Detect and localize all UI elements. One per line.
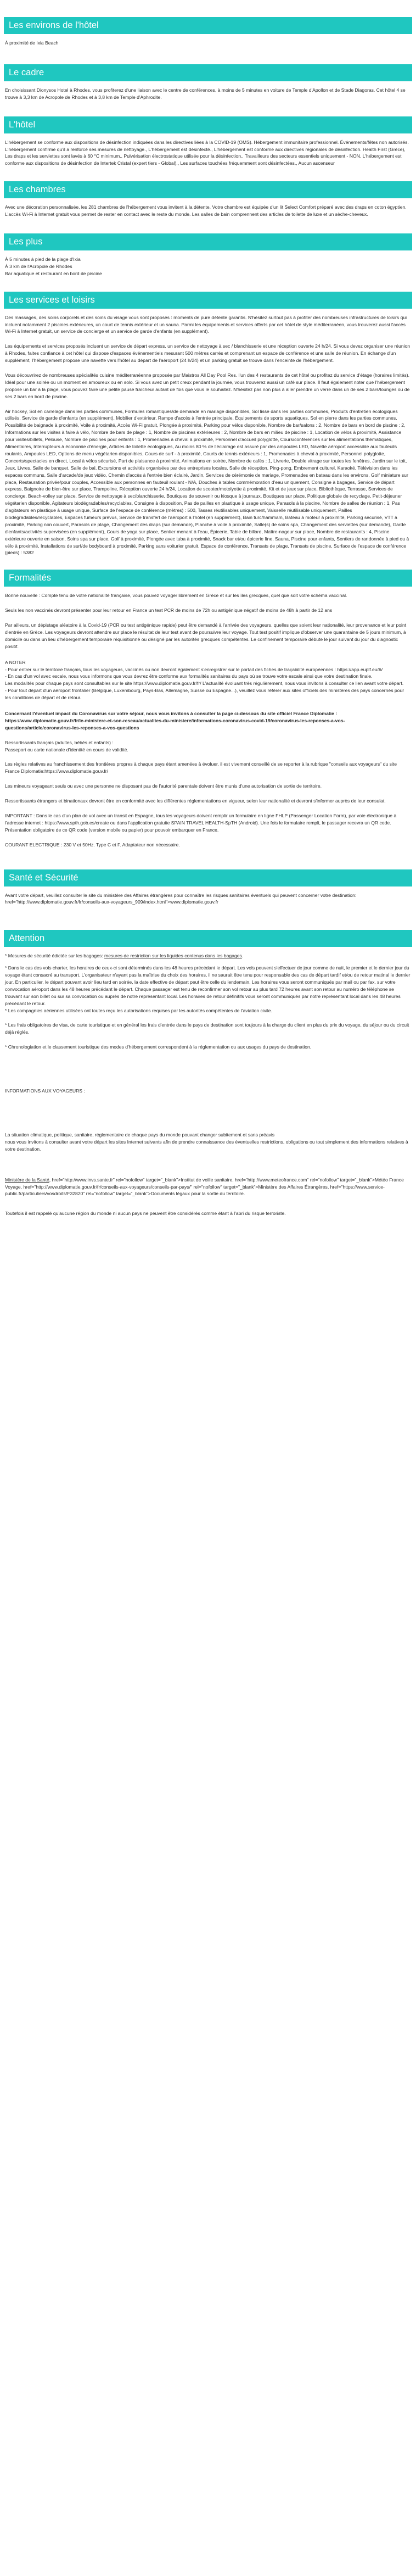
chambres-text: Avec une décoration personnalisée, les 281 chambres de l'hébergement vous invitent à la détente. Votre chambre est équipée d'un lit Select Comfort préparé avec des draps en coton égyptien. L'accès Wi-Fi à Internet gratuit vous permet de rester en contact avec le reste du monde. Les salles de bain comprennent des articles de toilette de luxe et un sèche-cheveux. [5, 204, 407, 218]
section-attention [0, 930, 416, 1223]
services-paragraph: Des massages, des soins corporels et des soins du visage vous sont proposés : moments de pure détente garantis. N'hésitez surtout pas à profiter des nombreuses infrastructures de loisirs qui incluent notamment 2 piscines extérieures, un court de tennis extérieur et un sauna. Parmi les équipements et services offerts par cet hôtel de style méditerranéen, vous trouverez aussi l'accès Wi-Fi à Internet gratuit, un service de concierge et un service de garde d'enfants (en supplément). [5, 314, 407, 334]
attention-bullet: * Dans le cas des vols charter, les horaires de ceux-ci sont déterminés dans les 48 heures précédant le départ. Les vols peuvent s'effectuer de jour comme de nuit, le premier et le dernier jour du voyage étant consacré au transport. L'organisateur n'ayant pas la maîtrise du choix des horaires, il ne saurait être tenu pour responsable des cas de départ tardif et/ou de retour matinal le dernier jour. En particulier, le départ pouvant avoir lieu tard en soirée, la date effective de départ peut être celle du lendemain. Les horaires vous seront communiqués par mail ou par fax, sur votre convocation aéroport dans les 48 heures précédant le départ. Chaque passager est tenu de reconfirmer son vol retour au plus tard 72 heures avant son retour au numéro de téléphone se trouvant sur son billet ou sur sa convocation ou auprès de notre représentant local. Les horaires de retour définitifs vous seront communiqués par notre représentant local dans les 48 heures précédant le retour. * Les compagnies aériennes utilisées ont toutes reçu les autorisations requises par les autorités compétentes de l'aviation civile. [5, 965, 411, 1013]
formalites-electricity: COURANT ELECTRIQUE : 230 V et 50Hz. Type C et F. Adaptateur non nécessaire. [5, 841, 180, 847]
formalites-paragraph: Les mineurs voyageant seuls ou avec une personne ne disposant pas de l'autorité parentale doivent être munis d'une autorisation de sortie de territoire. [5, 783, 322, 789]
plus-line: À 5 minutes à pied de la plage d'Ixia [5, 257, 81, 263]
terrorism-notice: Toutefois il est rappelé qu'aucune région du monde ni aucun pays ne peuvent être considérés comme étant à l'abri du risque terroriste. [5, 1211, 286, 1217]
attention-bullet-text: . [241, 953, 244, 959]
formalites-coronavirus-link[interactable]: Concernant l'éventuel impact du Coronavirus sur votre séjour, nous vous invitons à consulter la page ci-dessous du site officiel France Diplomatie : https://www.diplomatie.gouv.fr/fr/le-ministere-et-son-reseau/actualites-du-ministere/informations-coronavirus-covid-19/coronavirus-les-reponses-a-vos-questions/article/coronavirus-les-reponses-a-vos-questions [5, 710, 345, 731]
formalites-paragraph: Les règles relatives au franchissement des frontières propres à chaque pays étant amenées à évoluer, il est vivement conseillé de se reporter à la rubrique "conseils aux voyageurs" du site France Diplomatie:https://www.diplomatie.gouv.fr/ [5, 761, 397, 774]
section-title-hotel: L'hôtel [4, 116, 412, 133]
cadre-text: En choisissant Dionysos Hotel à Rhodes, vous profiterez d'une liaison avec le centre de conférences, à moins de 5 minutes en voiture de Temple d'Apollon et de Stade Diagoras. Cet hôtel 4 se trouve à 3,3 km de Acropole de Rhodes et à 3,8 km de Temple d'Aphrodite. [5, 87, 406, 100]
services-amenities-list: Air hockey, Sol en carrelage dans les parties communes, Formules romantiques/de demande en mariage disponibles, Sol lisse dans les parties communes, Produits d'entretien écologiques utilisés, Service de garde d'enfants (en supplément), Mobilier d'extérieur, Rampe d'accès à l'entrée principale, Équipements de sports aquatiques, Sol en pierre dans les parties communes, Possibilité de baignade à proximité, Voile à proximité, Accès Wi-Fi gratuit, Plongée à proximité, Parking pour vélos disponible, Nombre de bar/salons : 2, Nombre de bars en bord de piscine : 2, Informations sur les visites à faire à vélo, Nombre de bars de plage : 1, Nombre de piscines extérieures : 2, Nombre de bars en milieu de piscine : 1, Location de vélos à proximité, Assistance pour visites/billets, Pelouse, Nombre de piscines pour enfants : 1, Promenades à cheval à proximité, Personnel d'accueil polyglotte, Cours/conférences sur les alimentations thématiques, Alimentaires, Interrupteurs à économie d'énergie, Articles de toilette écologiques, Au moins 80 % de l'éclairage est assuré par des ampoules LED, Navette aéroport accessible aux fauteuils roulants, Ampoules LED, Options de menu végétarien disponibles, Cours de surf - à proximité, Courts de tennis extérieurs : 1, Promenades à cheval à proximité, Personnel polyglotte, Concerts/spectacles en direct, Local à vélos sécurisé, Part de plaisance à proximité, Animations en soirée, Nombre de cafés : 1, Livrerie, Double vitrage sur toutes les fenêtres, Jardin sur le toit, Jeux, Livres, Salle de banquet, Salle de bal, Excursions et activités organisées par des entreprises locales, Salle de réception, Ping-pong, Embrement culturel, Karaoké, Télévision dans les espaces communs, Salle d'arcade/de jeux vidéo, Chemin d'accès à l'entrée bien éclairé, Jardin, Services de cérémonie de mariage, Promenades en bateau dans les environs, Golf miniature sur place, Restauration privée/pour couples, Accessible aux personnes en fauteuil roulant - N/A, Douches à tables commémoration d'eau uniquement, Consigne à bagages, Service de départ express, Baignoire de bien-être sur place, Trampoline, Réception ouverte 24 h/24, Location de scooter/motolyette à proximité, Kit et de jeux sur place, Bibliothèque, Terrasse, Services de concierge, Beach-volley sur place, Service de nettoyage à sec/blanchisserie, Boutiques de souvenir ou kiosque à journaux, Boutiques sur place, Politique globale de recyclage, Petit-déjeuner végétarien disponible, Agitateurs biodégradables/recyclables, Consigne à disposition, Pas de pailles en plastique à usage unique, Parasols à la piscine, Nombre de salles de réunion : 1, Pas d'agitateurs en plastique à usage unique, Surface de l'espace de conférence (mètres) : 500, Tasses réutilisables uniquement, Vaisselle réutilisable uniquement, Pailles biodégradables/recyclables, Espaces fumeurs prévus, Service de transfert de l'aéroport à l'hôtel (en supplément), Bain turc/hammam, Bateau à moteur à proximité, Parking sécurisé, VTT à proximité, Parking non couvert, Parasols de plage, Changement des draps (sur demande), Planche à voile à proximité, Salle(s) de soins spa, Changement des serviettes (sur demande), Garde d'enfants/activités supervisées (en supplément), Cours de yoga sur place, Sentier menant à l'eau, Épicerie, Table de billard, Maître-nageur sur place, Nombre de restaurants : 4, Piscine extérieure ouverte en saison, Soins spa sur place, Golf à proximité, Plongée avec tuba à proximité, Snack bar et/ou épicerie fine, Sauna, Piscine pour enfants, Sentiers de randonnée à pied ou à vélo à proximité, Installations de surf/de bodyboard à proximité, Parking sans voiturier gratuit, Espace de conférence, Transats de plage, Transats de piscine, Surface de l'espace de conférence (pieds) : 5382 [5, 408, 409, 556]
info-links [5, 1177, 411, 1198]
attention-bullet-text: * Mesures de sécurité édictée sur les bagages: [5, 953, 105, 959]
section-title-formalites: Formalités [4, 570, 412, 587]
formalites-paragraph: Bonne nouvelle : Compte tenu de votre nationalité française, vous pouvez voyager librement en Grèce et sur les îles grecques, quel que soit votre schéma vaccinal. [5, 593, 347, 599]
section-title-cadre: Le cadre [4, 64, 412, 81]
services-paragraph: Les équipements et services proposés incluent un service de départ express, un service de nettoyage à sec / blanchisserie et une réception ouverte 24 h/24. Si vous devez organiser une réunion à Rhodes, faites confiance à cet hôtel qui dispose d'espaces événementiels mesurant 500 mètres carrés et comprenant un espace de conférence et une salle de réunion. En échange d'un supplément, l'hébergement propose une navette vers l'hôtel au départ de l'aéroport (24 h/24) et un parking gratuit se trouve dans l'enceinte de l'hébergement. [5, 343, 411, 364]
sante-text: Avant votre départ, veuillez consulter le site du ministère des Affaires étrangères pour connaître les risques sanitaires éventuels qui peuvent concerner votre destination: href="http://www.diplomatie.gouv.fr/fr/conseils-aux-voyageurs_909/index.html">www.diplomatie.gouv.fr [5, 892, 357, 905]
formalites-paragraph: Ressortissants français (adultes, bébés et enfants) : Passeport ou carte nationale d'identité en cours de validité. [5, 739, 128, 752]
attention-bullet: * Chronologiation et le classement touristique des modes d'hébergement correspondent à la réglementation ou aux usages du pays de destination. [5, 1044, 312, 1050]
environs-text: À proximité de Ixia Beach [5, 40, 59, 46]
ministere-sante-link[interactable]: Ministère de la Santé [5, 1177, 49, 1183]
section-environs [0, 17, 416, 52]
info-voyageurs-text: La situation climatique, politique, sanitaire, réglementaire de chaque pays du monde pouvant changer subitement et sans préavis nous vous invitons à consulter avant votre départ les sites Internet suivants afin de prendre connaissance des éventuelles restrictions, obligations ou tout simplement des informations relatives à votre destination. [5, 1132, 408, 1152]
section-plus [0, 233, 416, 283]
formalites-paragraph: Seuls les non vaccinés devront présenter pour leur retour en France un test PCR de moins de 72h ou antigénique négatif de moins de 48h à partir de 12 ans [5, 607, 333, 614]
hotel-text: L'hébergement se conforme aux dispositions de désinfection indiquées dans les directives liées à la COVID-19 (OMS). Hébergement immunitaire professionnel. Événements/fêtes non autorisés. L'hébergement confirme qu'il a renforcé ses mesures de nettoyage., L'hébergement est désinfecté., L'hébergement est conforme aux directives régionales de désinfection. Health First (Grèce), Les draps et les serviettes sont lavés à 60 °C minimum., Pulvérisation électrostatique utilisée pour la désinfection., Travailleurs des secteurs essentiels uniquement - NON. L'hébergement est conforme aux dispositions de désinfection de Intertek Cristal (expert tiers - Global)., Les surfaces touchées fréquemment sont désinfectées., Aucun ascenseur [5, 139, 409, 166]
info-links-text: , href="http://www.invs.sante.fr" rel="nofollow" target="_blank">Institut de veille sanitaire, href="http://www.meteofrance.com" rel="nofollow" target="_blank">Météo France Voyage, href="http://www.diplomatie.gouv.fr/fr/conseils-aux-voyageurs/conseils-par-pays/" rel="nofollow" target="_blank">Ministère des Affaires Étrangères, href="https://www.service-public.fr/particuliers/vosdroits/F32820" rel="nofollow" target="_blank">Documents légaux pour la sortie du territoire. [5, 1177, 404, 1197]
section-services [0, 292, 416, 562]
section-cadre [0, 64, 416, 107]
formalites-paragraph: Ressortissants étrangers et binationaux devront être en conformité avec les différentes réglementations en vigueur, selon leur nationalité et devront s'informer auprès de leur consulat. [5, 798, 386, 804]
attention-bullet [5, 952, 411, 960]
section-title-attention: Attention [4, 930, 412, 947]
liquids-restriction-link[interactable]: mesures de restriction sur les liquides contenus dans les bagages [104, 953, 242, 959]
section-formalites [0, 570, 416, 854]
page [0, 0, 416, 1228]
section-sante [0, 869, 416, 912]
section-title-chambres: Les chambres [4, 181, 412, 198]
section-title-sante: Santé et Sécurité [4, 869, 412, 886]
attention-bullet: * Les frais obligatoires de visa, de carte touristique et en général les frais d'entrée dans le pays de destination sont toujours à la charge du client en plus du prix du voyage, du séjour ou du circuit déjà réglés. [5, 1022, 409, 1035]
section-hotel [0, 116, 416, 173]
formalites-important: IMPORTANT : Dans le cas d'un plan de vol avec un transit en Espagne, tous les voyageurs doivent remplir un formulaire en ligne FHLP (Passenger Location Form), par voie électronique à l'adresse internet : https://www.spth.gob.es/create ou dans l'application gratuite SPAIN TRAVEL HEALTH-SpTH (Android). Une fois le formulaire rempli, le passager recevra un QR code. Présentation obligatoire de ce QR code (version mobile ou papier) pour pouvoir embarquer en France. [5, 813, 397, 833]
section-title-services: Les services et loisirs [4, 292, 412, 309]
plus-line: Bar aquatique et restaurant en bord de piscine [5, 270, 102, 276]
section-chambres [0, 181, 416, 224]
section-title-environs: Les environs de l'hôtel [4, 17, 412, 34]
formalites-paragraph: Par ailleurs, un dépistage aléatoire à la Covid-19 (PCR ou test antigénique rapide) peut être demandé à l'arrivée des voyageurs, quelles que soient leur nationalité, leur provenance et leur point d'entrée en Grèce. Les voyageurs devront attendre sur place le résultat de leur test avant de poursuivre leur voyage. Tout test positif implique d'observer une quarantaine de 5 jours minimum, à domicile ou dans un lieu d'hébergement temporaire réquisitionné ou désigné par les autorités grecques compétentes. Le confinement temporaire débute le jour suivant du jour du diagnostic positif. [5, 622, 407, 649]
formalites-note: A NOTER - Pour entrer sur le territoire français, tous les voyageurs, vaccinés ou non devront également s'enregistrer sur le portail des fiches de traçabilité européennes : https://app.euplf.eu/#/ - En cas d'un vol avec escale, nous vous informons que vous devrez être conforme aux formalités sanitaires du pays où se trouve votre escale ainsi que votre destination finale. Les modalités pour chaque pays sont consultables sur le site https://www.diplomatie.gouv.fr/fr/ L'actualité évoluant très régulièrement, nous vous invitons à consulter ce lien avant votre départ. - Pour tout départ d'un aéroport frontalier (Belgique, Luxembourg, Pays-Bas, Allemagne, Suisse ou Espagne...), veuillez vous référer aux sites officiels des ministères des pays concernés pour les conditions de départ et de retour. [5, 659, 404, 701]
plus-line: À 3 km de l'Acropole de Rhodes [5, 263, 72, 269]
services-paragraph: Vous découvrirez de nombreuses spécialités cuisine méditerranéenne proposée par Maistros All Day Pool Res. l'un des 4 restaurants de cet hôtel ou profitez du service d'étage (horaires limités). Idéal pour une soirée ou un moment en amoureux ou en solo. Si vous avez un petit creux pendant la journée, vous trouverez aussi un café sur place. Il faut également noter que l'hébergement propose un bar à la plage, vous pouvez faire une petite pause fraîcheur autant de fois que vous le souhaitez. N'hésitez pas non plus à aller prendre un verre dans un de ses 2 bars/lounges ou de ses 2 bars en bord de piscine. [5, 372, 410, 399]
section-title-plus: Les plus [4, 233, 412, 250]
info-voyageurs-title: INFORMATIONS AUX VOYAGEURS : [5, 1088, 85, 1094]
